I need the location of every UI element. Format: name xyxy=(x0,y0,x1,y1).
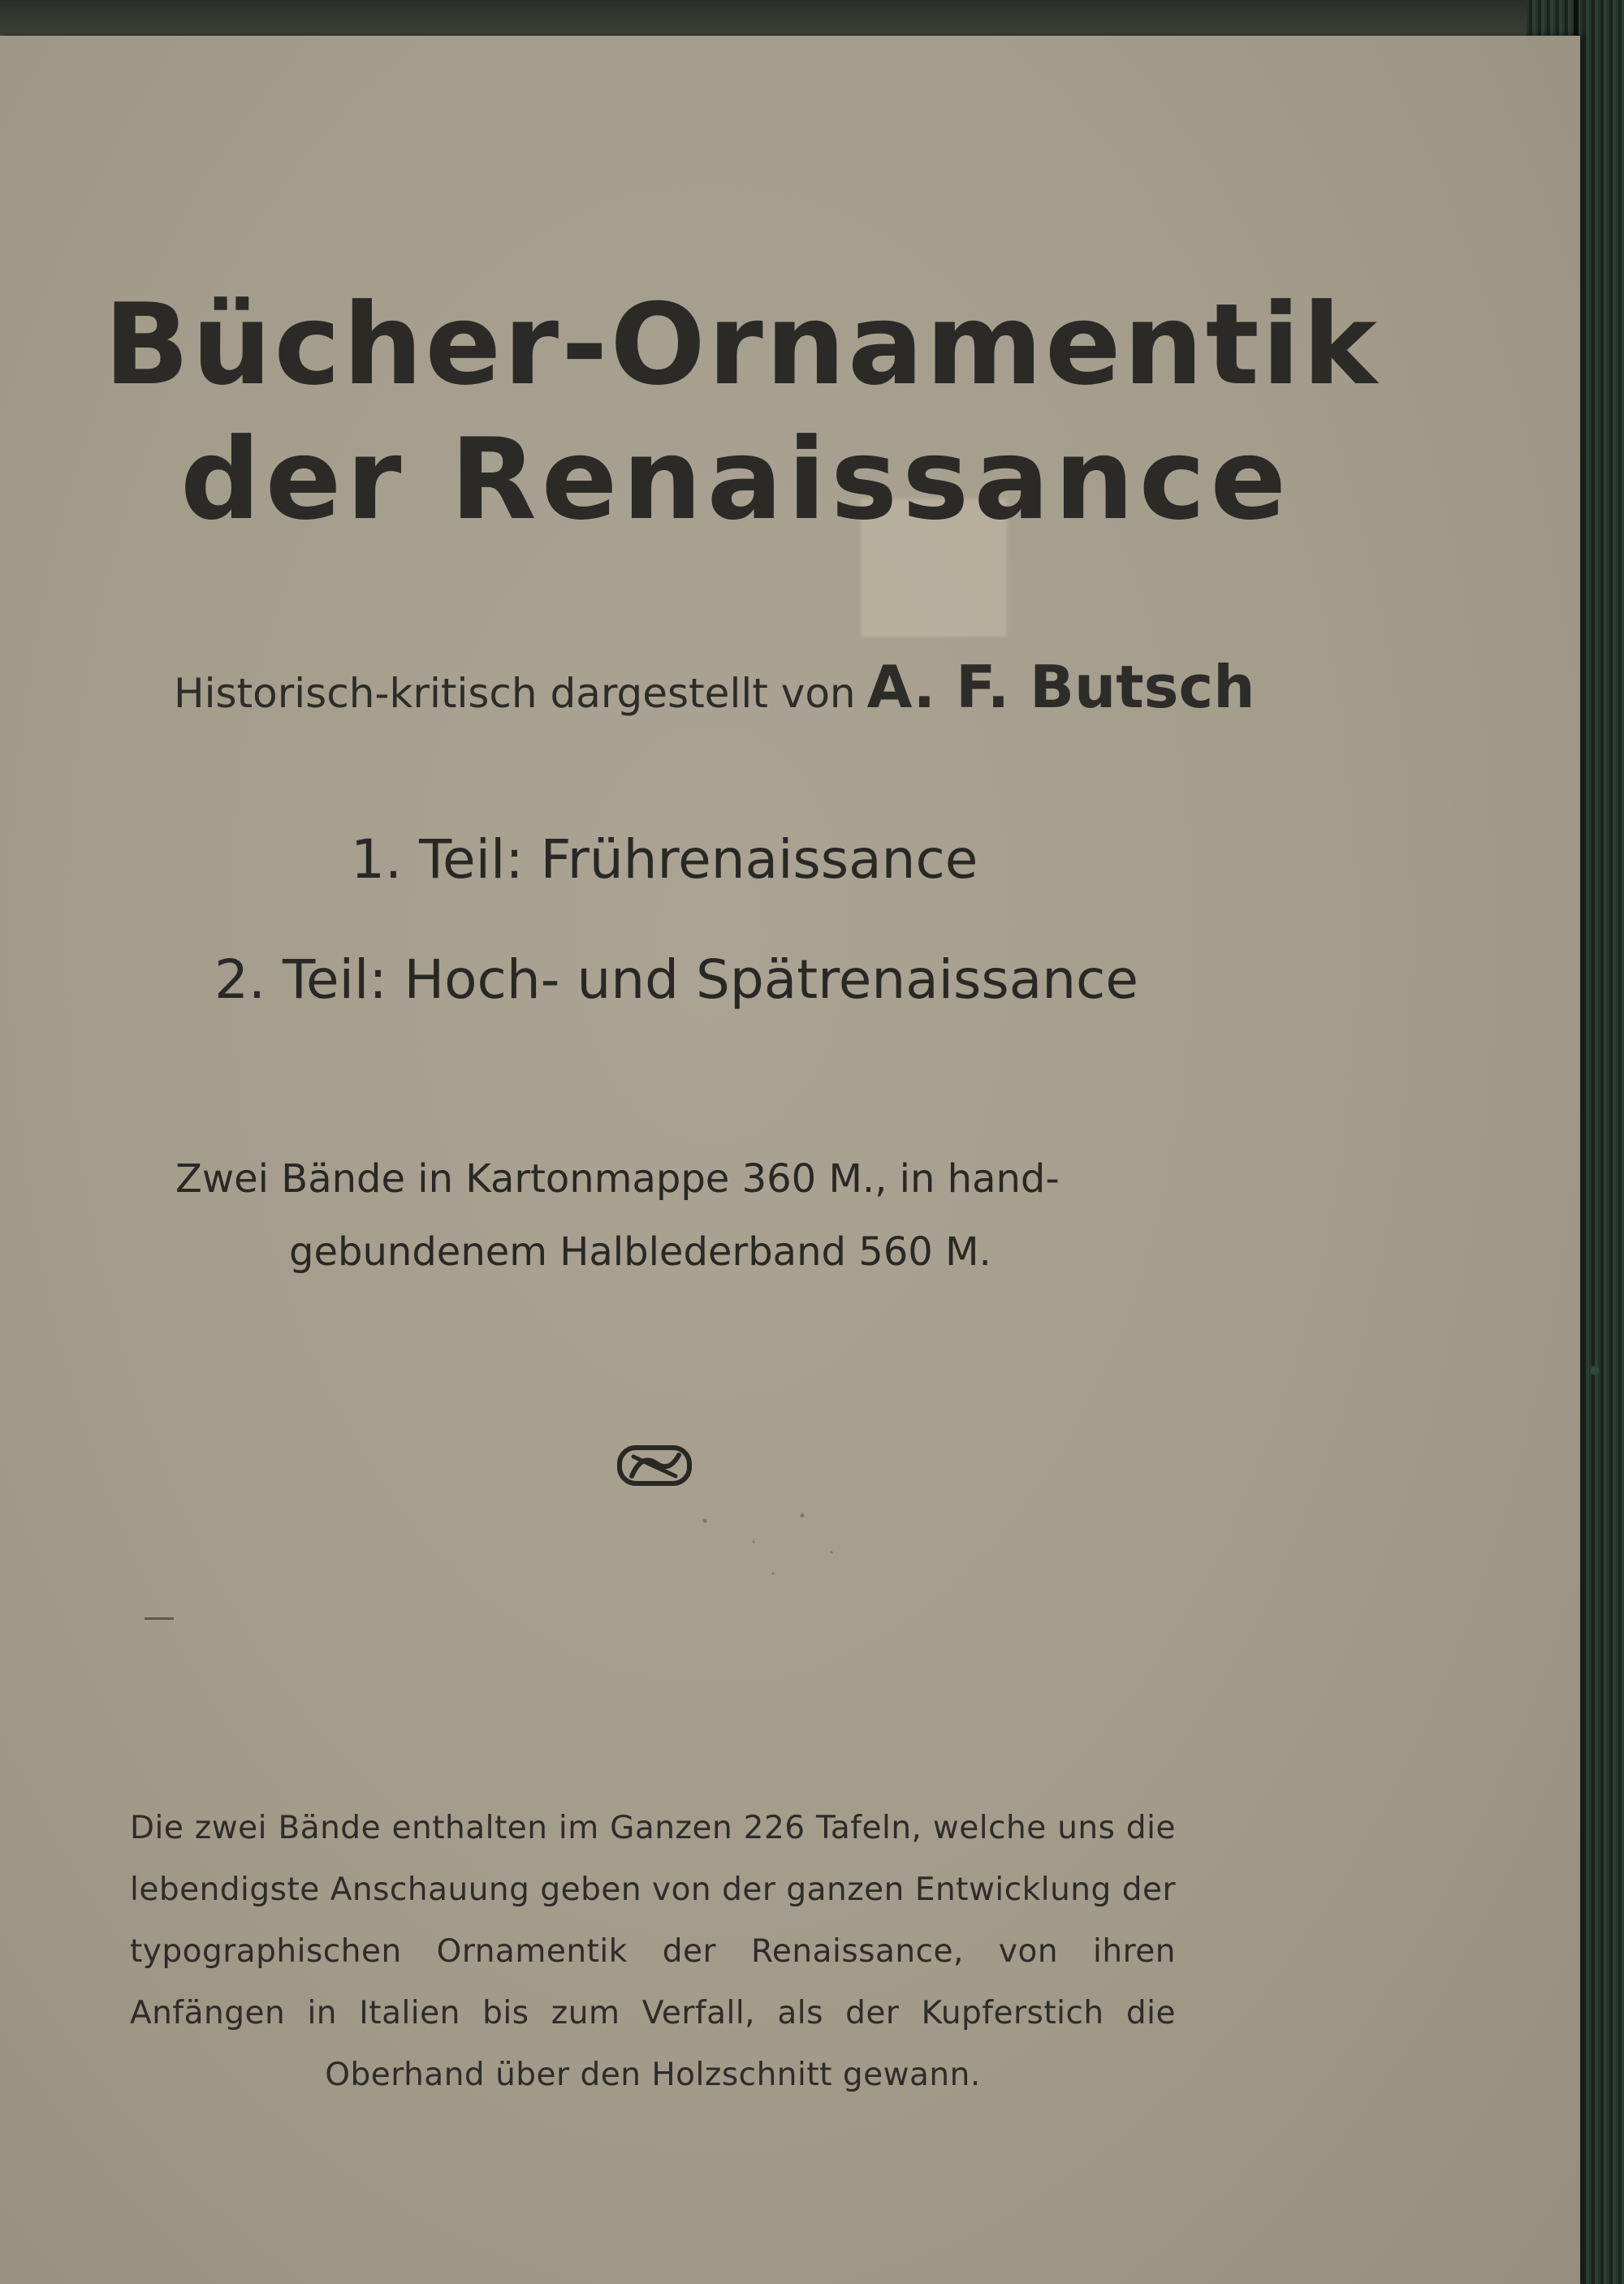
publisher-mark-icon xyxy=(617,1445,692,1486)
price-line-1: Zwei Bände in Kartonmappe 360 M., in hand- xyxy=(175,1156,1060,1202)
part-1: 1. Teil: Frührenaissance xyxy=(351,828,978,891)
part-2: 2. Teil: Hoch- und Spätrenaissance xyxy=(214,948,1138,1011)
author-name: A. F. Butsch xyxy=(866,653,1255,721)
margin-mark xyxy=(145,1617,174,1620)
byline xyxy=(174,653,1255,721)
paper-sheet xyxy=(0,36,1580,2284)
byline-text: Historisch-kritisch dargestellt von xyxy=(174,670,856,717)
title-line-1: Bücher-Ornamentik xyxy=(104,279,1380,410)
title-line-2: der Renaissance xyxy=(180,414,1292,545)
paper-speckle xyxy=(666,1489,861,1595)
description: Die zwei Bände enthalten im Ganzen 226 Tafeln, welche uns die lebendigste Anschauung geben von der ganzen Entwicklung der typographischen Ornamentik der Renaissance, von ihren Anfängen in Italien bis zum Verfall, als der Kupferstich die Oberhand über den Holzschnitt gewann. xyxy=(130,1810,1176,2093)
price-line-2: gebundenem Halblederband 560 M. xyxy=(289,1229,991,1275)
